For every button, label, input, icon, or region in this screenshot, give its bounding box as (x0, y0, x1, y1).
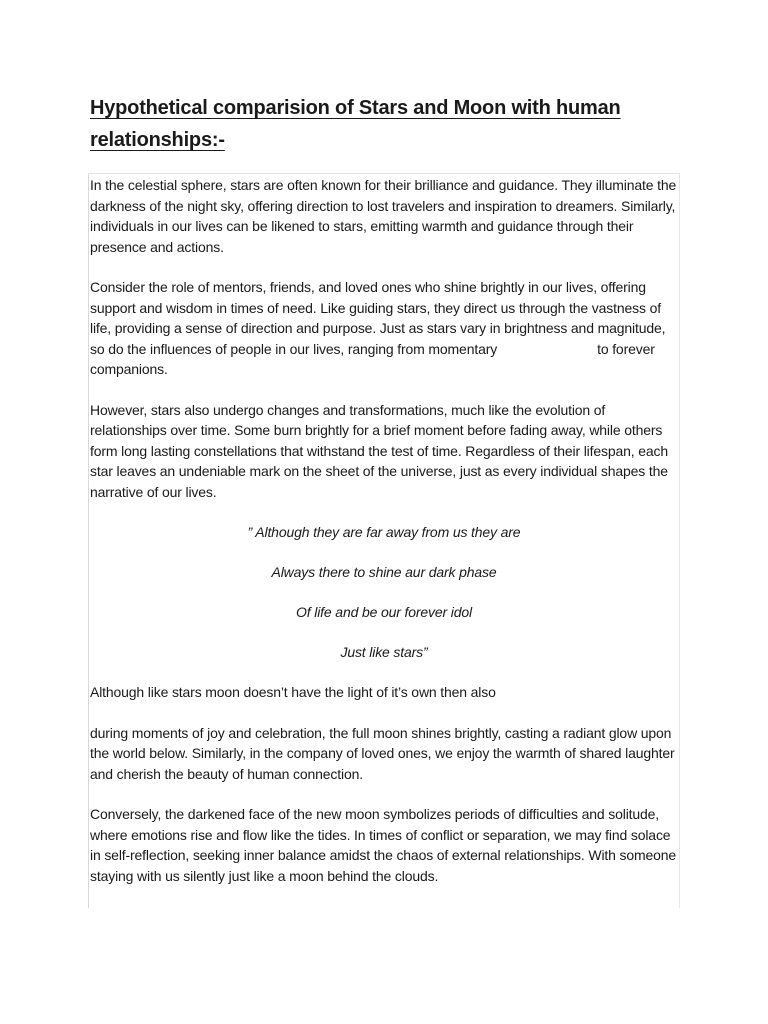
poem-line-4: Just like stars” (340, 644, 428, 660)
paragraph-full-moon: during moments of joy and celebration, the full moon shines brightly, casting a radiant glow upon the world below. Similarly, in the company of loved ones, we enjoy the warmth of shared laughter and cherish the beauty of human connection. (90, 724, 675, 782)
poem-line-1: ” Although they are far away from us they are (247, 524, 521, 540)
paragraph-stars-change: However, stars also undergo changes and transformations, much like the evolution of relationships over time. Some burn brightly for a brief moment before fading away, while others form long lasting constellations that withstand the test of time. Regardless of their lifespan, each star leaves an undeniable mark on the sheet of the universe, just as every individual shapes the narrative of our lives. (90, 401, 668, 500)
document-body (90, 175, 678, 906)
poem-line-3: Of life and be our forever idol (296, 604, 472, 620)
paragraph-stars-intro: In the celestial sphere, stars are often known for their brilliance and guidance. They illuminate the darkness of the night sky, offering direction to lost travelers and inspiration to dreamers. Similarly, individuals in our lives can be likened to stars, emitting warmth and guidance through their presence and actions. (90, 177, 677, 255)
document-title: Hypothetical comparision of Stars and Moon with human relationships:- (90, 97, 621, 151)
paragraph-moon-intro: Although like stars moon doesn’t have the light of it’s own then also (90, 684, 496, 700)
paragraph-mentors-text-b: to forever companions. (90, 340, 655, 377)
poem-line-2: Always there to shine aur dark phase (271, 564, 497, 580)
poem-block (90, 522, 678, 663)
paragraph-new-moon: Conversely, the darkened face of the new moon symbolizes periods of difficulties and solitude, where emotions rise and flow like the tides. In times of conflict or separation, we may find solace in self-reflection, seeking inner balance amidst the chaos of external relationships. With someone staying with us silently just like a moon behind the clouds. (90, 806, 677, 884)
paragraph-mentors (90, 277, 678, 380)
paragraph-mentors-text-a: Consider the role of mentors, friends, and loved ones who shine brightly in our lives, offering support and wisdom in times of need. Like guiding stars, they direct us through the vastness of life, providing a sense of direction and purpose. Just as stars vary in brightness and magnitude, so do the influences of people in our lives, ranging from momentary (90, 279, 666, 357)
